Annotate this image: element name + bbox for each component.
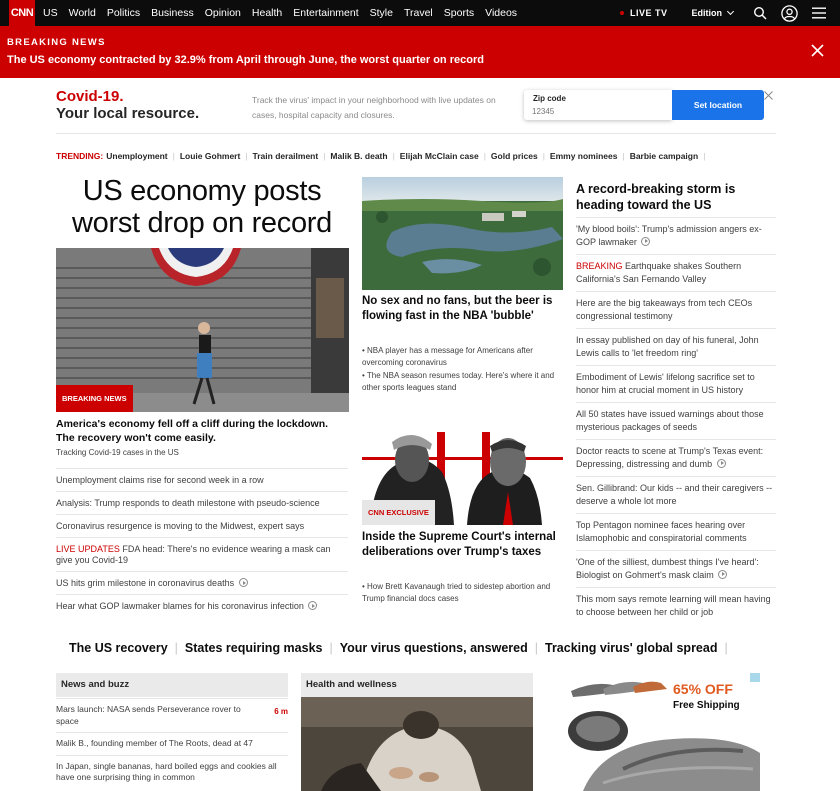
account-icon[interactable]	[781, 5, 798, 22]
list-item[interactable]	[576, 365, 776, 402]
lead-caption[interactable]: America's economy fell off a cliff during the lockdown. The recovery won't come easily.	[56, 418, 329, 444]
health-and-wellness-header[interactable]: Health and wellness	[301, 673, 533, 697]
covid-title-red: Covid-19.	[56, 88, 124, 105]
nav-link-world[interactable]: World	[68, 7, 96, 19]
live-tv-link[interactable]: LIVE TV	[629, 8, 668, 18]
nav-link-health[interactable]: Health	[251, 7, 283, 19]
close-icon[interactable]	[764, 87, 773, 105]
story-link[interactable]: • The NBA season resumes today. Here's where it and other sports leagues stand	[362, 371, 555, 392]
story-link: Embodiment of Lewis' lifelong sacrifice set to honor him at crucial moment in US history	[576, 372, 755, 395]
divider: |	[542, 151, 545, 161]
nav-link-style[interactable]: Style	[369, 7, 393, 19]
list-item[interactable]	[56, 491, 348, 514]
play-icon	[239, 578, 248, 587]
story-link: Here are the big takeaways from tech CEOs congressional testimony	[576, 298, 753, 321]
menu-icon[interactable]	[812, 7, 826, 19]
divider: |	[323, 151, 326, 161]
top-stories-list	[576, 217, 776, 624]
covid-promo	[56, 86, 776, 134]
list-item[interactable]	[56, 755, 288, 789]
story-link: In Japan, single bananas, hard boiled eggs and cookies all have one surprising thing in common	[56, 760, 277, 782]
covid-description: Track the virus' impact in your neighborhood with live updates on cases, hospital capacity and closures.	[252, 95, 496, 120]
zip-code-box	[524, 90, 672, 120]
story-link: Sen. Gillibrand: Our kids -- and their caregivers -- deserve a whole lot more	[576, 483, 773, 506]
close-icon[interactable]	[811, 44, 824, 62]
divider: |	[329, 641, 333, 655]
nav-link-politics[interactable]: Politics	[106, 7, 141, 19]
set-location-button[interactable]: Set location	[672, 90, 764, 120]
story-link: US hits grim milestone in coronavirus deaths	[56, 578, 235, 588]
health-image[interactable]	[301, 697, 533, 791]
story-link: All 50 states have issued warnings about those mysterious packages of seeds	[576, 409, 764, 432]
supreme-court-sublinks	[362, 581, 563, 604]
section-link[interactable]: Your virus questions, answered	[339, 641, 528, 655]
list-item[interactable]	[56, 698, 288, 732]
list-item[interactable]	[576, 550, 776, 587]
cnn-exclusive-badge: CNN EXCLUSIVE	[362, 500, 435, 525]
zip-label: Zip code	[533, 94, 566, 103]
breaking-label: BREAKING	[576, 261, 623, 271]
story-link: FDA head: There's no evidence wearing a mask can give you Covid-19	[56, 544, 331, 565]
nba-sublinks	[362, 345, 563, 395]
list-item[interactable]	[576, 513, 776, 550]
nba-bubble-image[interactable]	[362, 177, 563, 290]
trending-item[interactable]: Elijah McClain case	[399, 151, 479, 161]
nav-link-travel[interactable]: Travel	[403, 7, 433, 19]
divider: |	[534, 641, 538, 655]
covid-title: Your local resource.	[56, 105, 200, 122]
story-link[interactable]: • NBA player has a message for Americans after overcoming coronavirus	[362, 346, 533, 367]
story-link: Mars launch: NASA sends Perseverance rover to space	[56, 704, 241, 726]
section-links	[69, 641, 735, 655]
story-link: This mom says remote learning will mean having to choose between her child or job	[576, 594, 771, 617]
story-link: Unemployment claims rise for second week in a row	[56, 475, 264, 485]
nav-link-entertainment[interactable]: Entertainment	[293, 7, 359, 19]
edition-label: Edition	[691, 8, 722, 18]
timestamp: 6 m	[274, 707, 288, 716]
nav-links	[43, 7, 528, 19]
lead-story-list	[56, 468, 348, 617]
news-and-buzz-header[interactable]: News and buzz	[56, 673, 288, 697]
lead-headline[interactable]: US economy posts worst drop on record	[72, 175, 332, 239]
nav-right	[620, 0, 840, 26]
story-link: Doctor reacts to scene at Trump's Texas event: Depressing, distressing and dumb	[576, 446, 764, 469]
story-link: Coronavirus resurgence is moving to the Midwest, expert says	[56, 521, 305, 531]
list-item[interactable]	[576, 476, 776, 513]
zip-code-input[interactable]	[532, 106, 662, 117]
storm-headline[interactable]: A record-breaking storm is heading toward the US	[576, 182, 736, 212]
trending-item[interactable]: Unemployment	[106, 151, 168, 161]
edition-dropdown[interactable]	[692, 8, 734, 18]
divider: |	[724, 641, 728, 655]
news-and-buzz-list	[56, 698, 288, 789]
advertisement[interactable]	[563, 673, 760, 791]
divider: |	[245, 151, 248, 161]
divider: |	[483, 151, 486, 161]
trending-bar	[56, 151, 710, 161]
story-link: Malik B., founding member of The Roots, dead at 47	[56, 738, 253, 748]
list-item[interactable]	[576, 291, 776, 328]
divider: |	[174, 641, 178, 655]
list-item[interactable]	[56, 514, 348, 537]
ad-shipping: Free Shipping	[673, 700, 740, 711]
supreme-court-headline[interactable]: Inside the Supreme Court's internal deliberations over Trump's taxes	[362, 531, 556, 558]
story-link: Earthquake shakes Southern California's San Fernando Valley	[576, 261, 742, 284]
nba-headline[interactable]: No sex and no fans, but the beer is flowing fast in the NBA 'bubble'	[362, 295, 553, 322]
search-icon[interactable]	[753, 6, 767, 20]
story-link: Analysis: Trump responds to death milestone with pseudo-science	[56, 498, 320, 508]
cnn-logo[interactable]: CNN	[9, 0, 35, 26]
list-item[interactable]	[576, 328, 776, 365]
breaking-news-banner[interactable]	[0, 26, 840, 78]
list-item[interactable]	[576, 439, 776, 476]
list-item[interactable]	[576, 402, 776, 439]
nav-link-us[interactable]: US	[43, 7, 58, 19]
list-item[interactable]	[576, 587, 776, 624]
story-link: 'My blood boils': Trump's admission angers ex-GOP lawmaker	[576, 224, 762, 247]
section-link[interactable]: The US recovery	[69, 641, 168, 655]
list-item[interactable]	[56, 537, 348, 571]
lead-sublink[interactable]: Tracking Covid-19 cases in the US	[56, 448, 179, 457]
trending-item[interactable]: Barbie campaign	[629, 151, 699, 161]
breaking-news-badge: BREAKING NEWS	[56, 385, 133, 412]
trending-label: TRENDING:	[56, 151, 104, 161]
story-link: Hear what GOP lawmaker blames for his coronavirus infection	[56, 601, 304, 611]
story-link: Top Pentagon nominee faces hearing over Islamophobic and conspiratorial comments	[576, 520, 747, 543]
list-item[interactable]	[56, 468, 348, 491]
list-item[interactable]	[56, 571, 348, 594]
story-link: In essay published on day of his funeral, John Lewis calls to 'let freedom ring'	[576, 335, 759, 358]
ad-choices-icon[interactable]	[750, 673, 760, 682]
play-icon	[641, 237, 650, 246]
play-icon	[718, 570, 727, 579]
play-icon	[717, 459, 726, 468]
trending-item[interactable]: Gold prices	[490, 151, 538, 161]
live-dot-icon	[620, 11, 624, 15]
breaking-headline[interactable]: The US economy contracted by 32.9% from April through June, the worst quarter on record	[7, 54, 484, 66]
nav-link-sports[interactable]: Sports	[443, 7, 475, 19]
list-item[interactable]	[56, 594, 348, 617]
list-item[interactable]	[576, 217, 776, 254]
trending-item[interactable]: Malik B. death	[330, 151, 388, 161]
divider: |	[392, 151, 395, 161]
live-updates-label: LIVE UPDATES	[56, 544, 120, 554]
divider: |	[172, 151, 175, 161]
nav-link-business[interactable]: Business	[151, 7, 194, 19]
list-item[interactable]	[56, 732, 288, 755]
trending-item[interactable]: Louie Gohmert	[179, 151, 241, 161]
list-item[interactable]	[576, 254, 776, 291]
ad-discount: 65% OFF	[673, 681, 733, 697]
nav-link-opinion[interactable]: Opinion	[204, 7, 241, 19]
play-icon	[308, 601, 317, 610]
top-nav	[0, 0, 840, 26]
nav-link-videos[interactable]: Videos	[485, 7, 518, 19]
trending-item[interactable]: Train derailment	[252, 151, 319, 161]
section-link[interactable]: States requiring masks	[184, 641, 323, 655]
lead-image[interactable]	[56, 248, 349, 412]
chevron-down-icon	[727, 8, 734, 15]
trending-item[interactable]: Emmy nominees	[549, 151, 618, 161]
story-link: 'One of the silliest, dumbest things I've heard': Biologist on Gohmert's mask claim	[576, 557, 759, 580]
story-link[interactable]: • How Brett Kavanaugh tried to sidestep abortion and Trump financial docs cases	[362, 582, 551, 603]
divider: |	[703, 151, 706, 161]
breaking-label: BREAKING NEWS	[7, 37, 106, 48]
section-link[interactable]: Tracking virus' global spread	[545, 641, 718, 655]
divider: |	[622, 151, 625, 161]
